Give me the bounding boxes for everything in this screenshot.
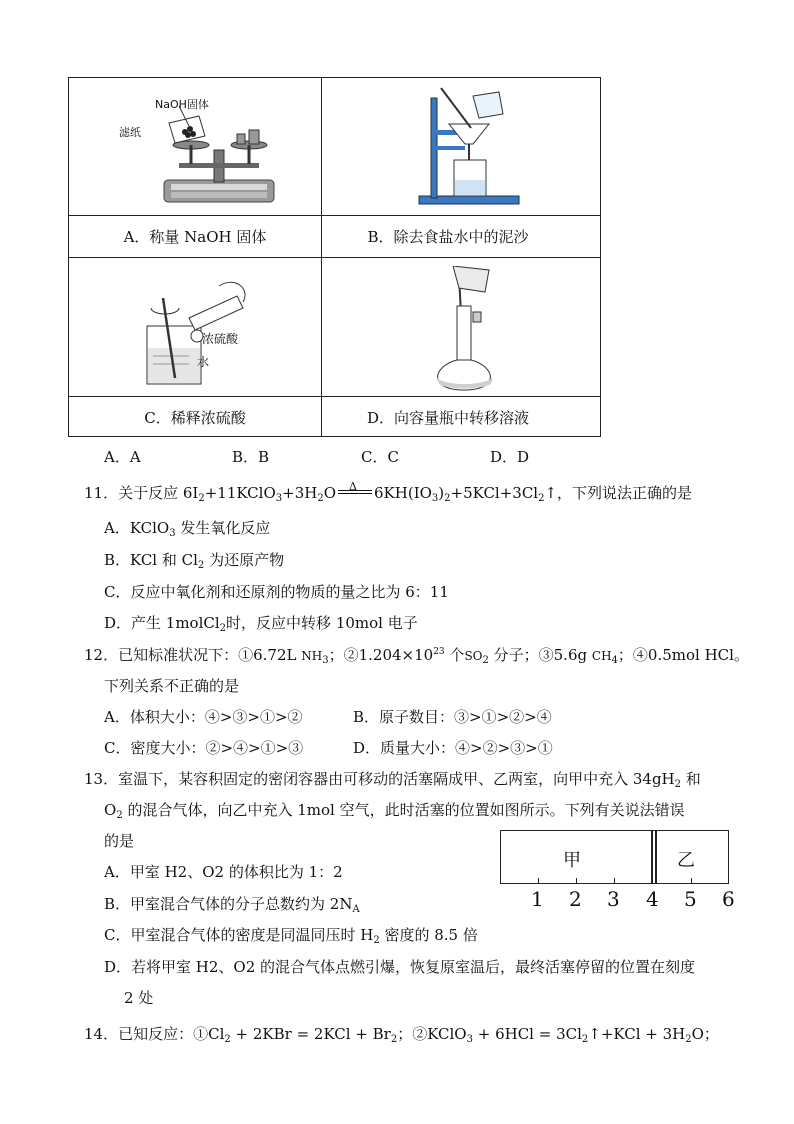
label-naoh-solid: NaOH固体 [155,98,209,111]
table-divider [69,396,600,397]
q12-stem-line2: 下列关系不正确的是 [104,677,240,695]
q12-option-b: B．原子数目：③>①>②>④ [353,708,552,726]
scale-tick [576,878,577,884]
caption-d: D．向容量瓶中转移溶液 [366,409,530,427]
piston-container [500,830,729,884]
table-divider [69,257,600,258]
q12-stem: 12．已知标准状况下：①6.72L $NH_3$；$②1.204\times 10^{23}$ 个$SO_2$ 分子；③5.6g $CH_4$；④0.5mol HCl。 [84,646,749,666]
scale-label: 3 [607,887,620,911]
q10-option-c: C．C [361,448,399,466]
q12-option-c: C．密度大小：②>④>①>③ [104,739,304,757]
q14-stem: 14．已知反应：$①Cl_2 + 2KBr = 2KCl + Br_2$；②KClO$_3$ + $6HCl = 3Cl_2↑+KCl + 3H_2O$； [84,1025,719,1045]
scale-tick [691,878,692,884]
scale-tick [538,878,539,884]
q11-option-c: C．反应中氧化剂和还原剂的物质的量之比为 6：11 [104,583,449,601]
q12-option-a: A．体积大小：④>③>①>② [104,708,303,726]
q13-option-a: A．甲室 H2、O2 的体积比为 1：2 [104,863,343,881]
chamber-yi-label: 乙 [677,850,695,871]
q11-option-b: B．KCl 和 $Cl_2$ 为还原产物 [104,551,285,571]
q13-stem-line2: $O_2$ 的混合气体，向乙中充入 1mol 空气，此时活塞的位置如图所示。下列有关说法错误 [104,801,685,821]
q10-option-a: A．A [104,448,141,466]
chamber-jia-label: 甲 [563,850,581,871]
table-divider [69,215,600,216]
q13-stem-line3: 的是 [104,832,135,850]
scale-tick [614,878,615,884]
caption-b: B．除去食盐水中的泥沙 [367,228,529,246]
scale-label: 5 [684,887,697,911]
dilution-figure [139,278,259,393]
heat-symbol: Δ [349,480,357,493]
q13-option-b: B．甲室混合气体的分子总数约为 $2N_A$ [104,895,360,915]
scale-label: 1 [531,887,544,911]
piston-right-edge [655,831,657,883]
caption-c: C．稀释浓硫酸 [144,409,246,427]
q13-stem-line1: 13．室温下，某容积固定的密闭容器由可移动的活塞隔成甲、乙两室，向甲中充入 $34gH_2$ 和 [84,770,701,790]
volumetric-flask-figure [421,266,521,392]
q13-option-d-line2: 2 处 [124,989,154,1007]
q11-stem: 11．关于反应 $6I_2+11KClO_3+3H_2O$ Δ $6KH(IO_3)_2+5KCl+3Cl_2↑$，下列说法正确的是 [84,480,693,504]
q11-option-a: A．KClO$_3$ 发生氧化反应 [104,519,271,539]
piston-left-edge [651,831,653,883]
scale-label: 2 [569,887,582,911]
q11-option-d: D．产生 1molCl$_2$时，反应中转移 10mol 电子 [104,614,418,634]
scale-label: 6 [722,887,735,911]
label-filter-paper: 滤纸 [119,126,141,139]
q12-option-d: D．质量大小：④>②>③>① [353,739,553,757]
label-water: 水 [197,355,210,369]
q10-option-b: B．B [232,448,270,466]
q13-option-c: C．甲室混合气体的密度是同温同压时 $H_2$ 密度的 8.5 倍 [104,926,478,946]
scale-label: 4 [646,887,659,911]
label-conc-sulfuric-acid: 浓硫酸 [202,332,239,346]
caption-a: A．称量 NaOH 固体 [123,228,267,246]
filtration-figure [409,84,529,212]
q13-option-d: D．若将甲室 H2、O2 的混合气体点燃引爆，恢复原室温后，最终活塞停留的位置在刻度 [104,958,696,976]
q10-option-d: D．D [490,448,530,466]
experiment-table [68,77,601,437]
